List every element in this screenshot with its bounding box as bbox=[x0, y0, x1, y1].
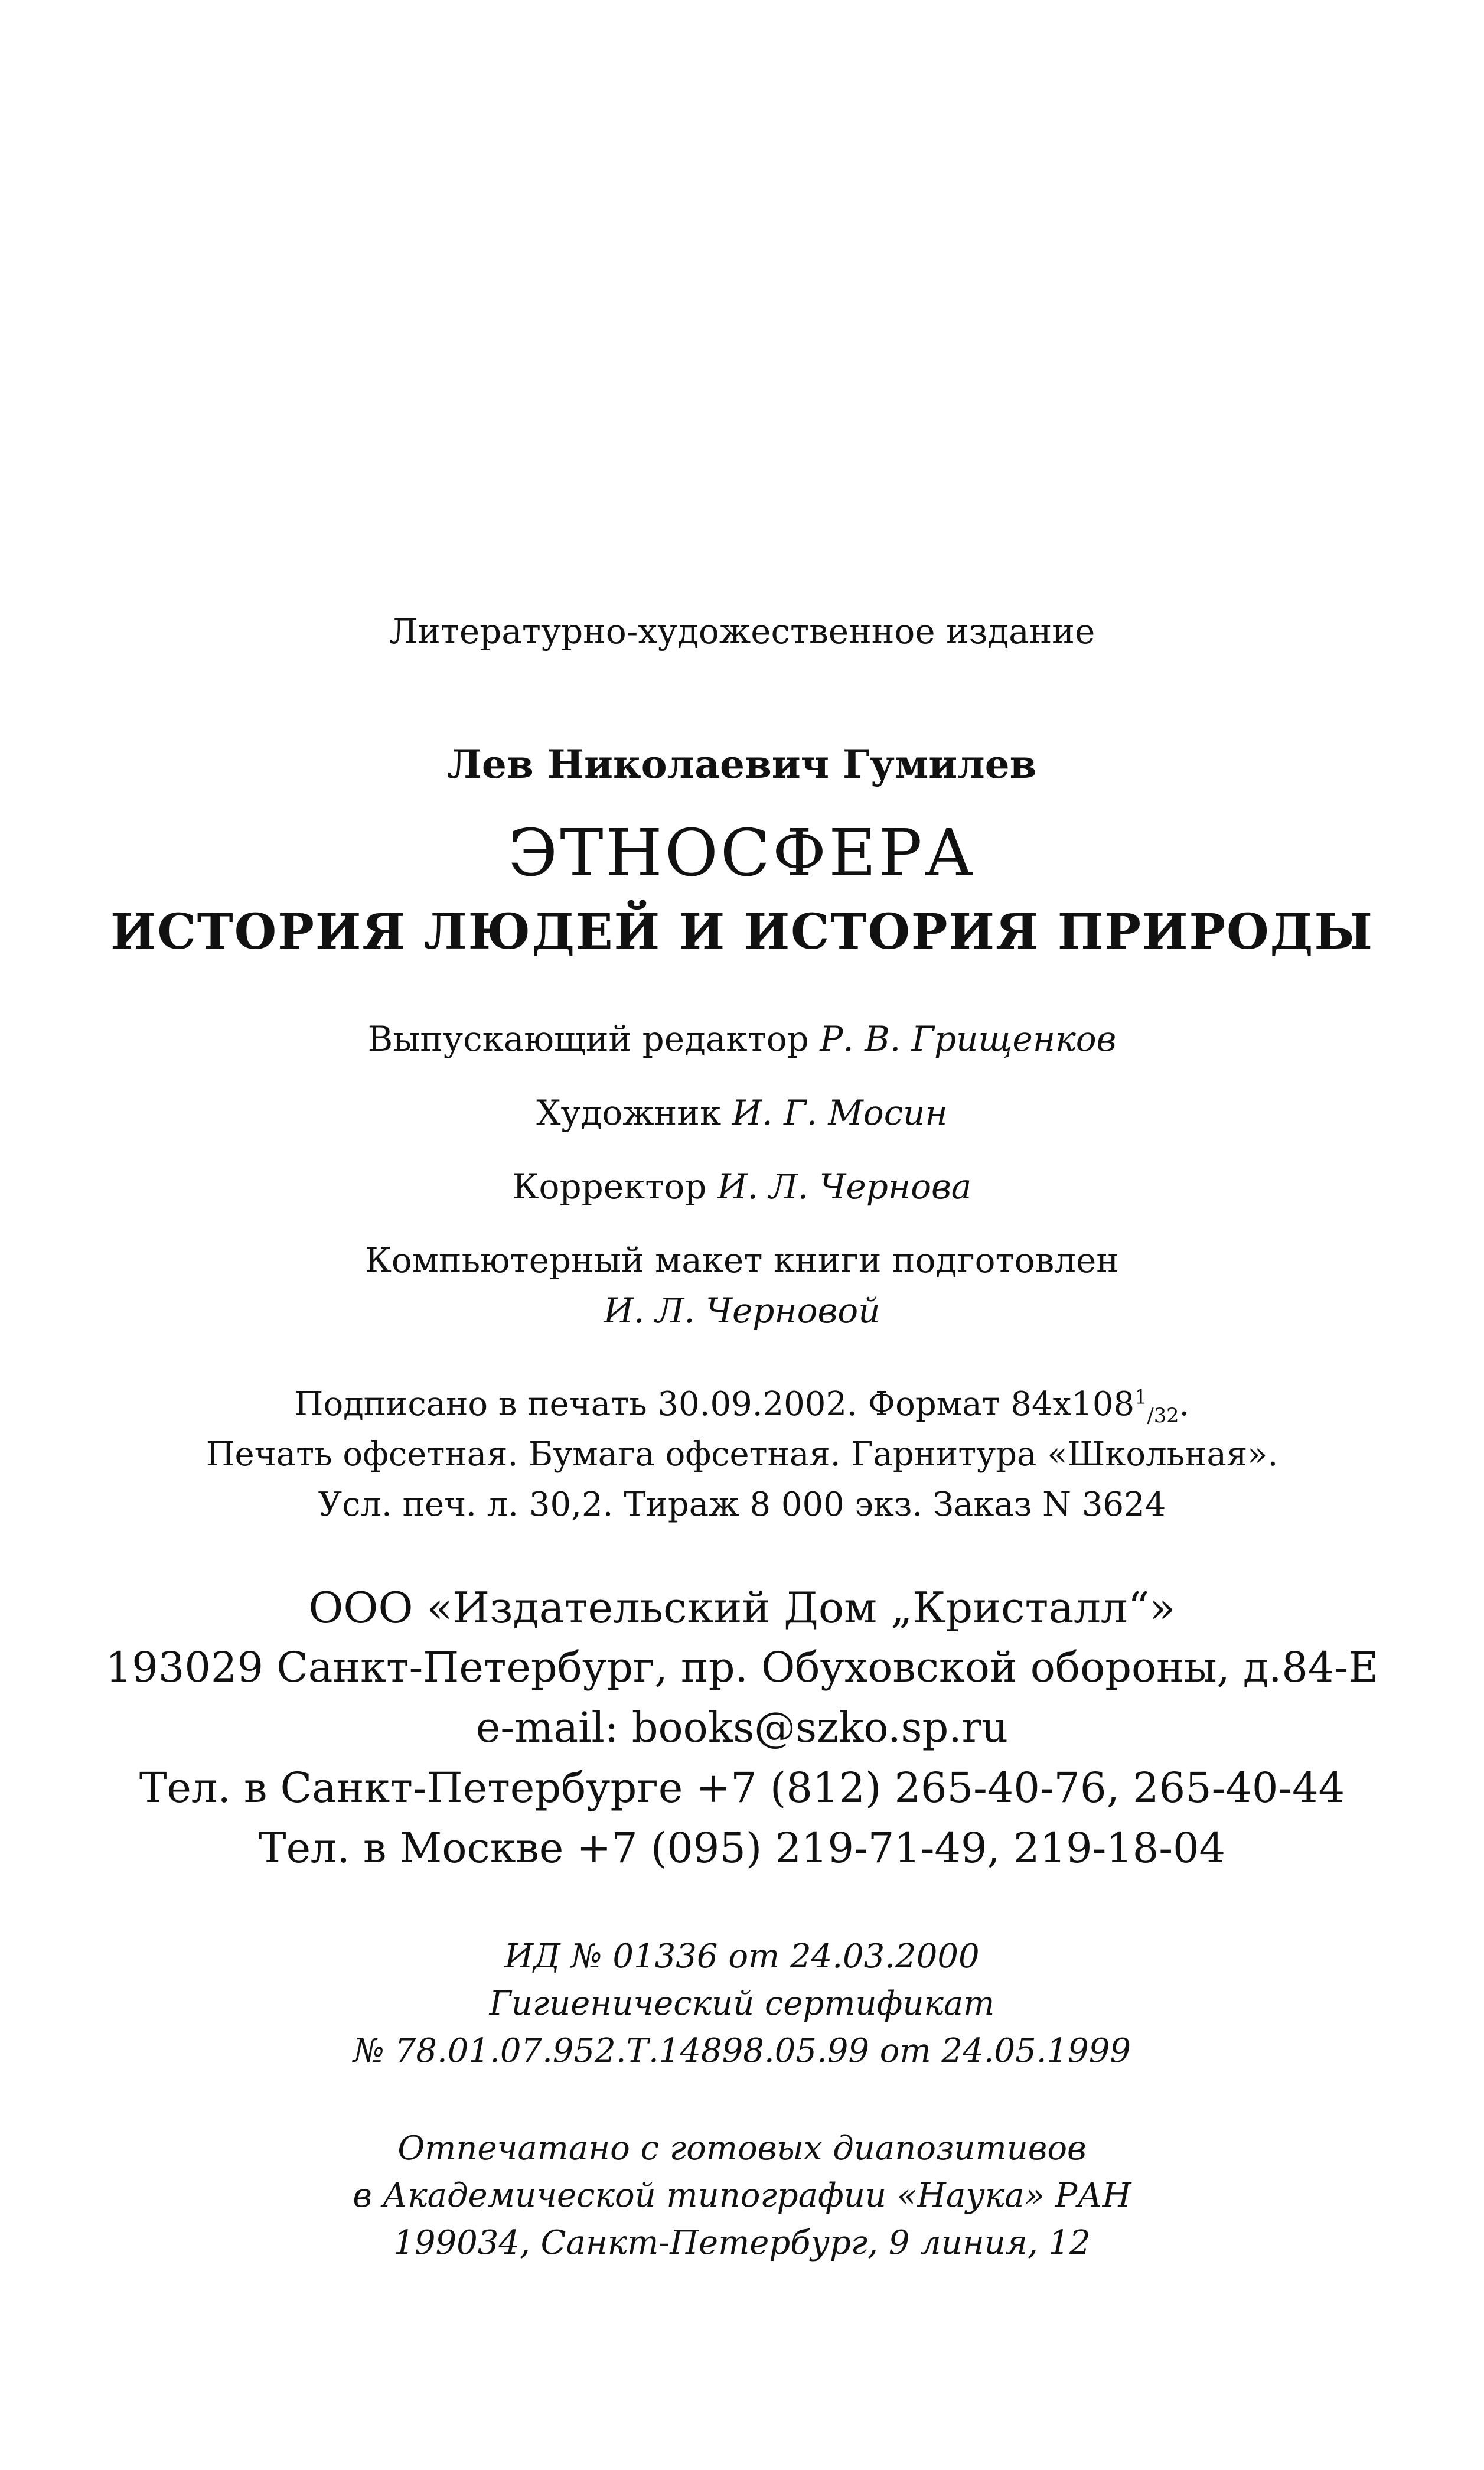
format-denominator: /32 bbox=[1147, 1404, 1179, 1428]
proofreader-name: И. Л. Чернова bbox=[717, 1166, 972, 1207]
artist-name: И. Г. Мосин bbox=[732, 1093, 948, 1133]
format-numerator: 1 bbox=[1134, 1385, 1147, 1409]
proofreader-role: Корректор bbox=[512, 1166, 707, 1207]
print-info-line3: Усл. печ. л. 30,2. Тираж 8 000 экз. Заказ N 3624 bbox=[318, 1485, 1166, 1524]
print-info-text: Подписано в печать 30.09.2002. Формат 84x108 bbox=[294, 1385, 1135, 1423]
book-title: ЭТНОСФЕРА bbox=[508, 815, 976, 891]
book-subtitle: ИСТОРИЯ ЛЮДЕЙ И ИСТОРИЯ ПРИРОДЫ bbox=[110, 904, 1374, 960]
hygiene-cert-number: № 78.01.07.952.Т.14898.05.99 от 24.05.1999 bbox=[353, 2032, 1131, 2070]
printer-line3: 199034, Санкт-Петербург, 9 линия, 12 bbox=[393, 2224, 1091, 2262]
publisher-phone-msk: Тел. в Москве +7 (095) 219-71-49, 219-18-04 bbox=[258, 1824, 1226, 1872]
print-info-line1 bbox=[0, 1385, 1484, 1427]
publisher-address: 193029 Санкт-Петербург, пр. Обуховской обороны, д.84-Е bbox=[105, 1643, 1379, 1692]
printer-line2: в Академической типографии «Наука» РАН bbox=[353, 2176, 1131, 2215]
layout-credit-name: И. Л. Черновой bbox=[604, 1291, 880, 1331]
author-name: Лев Николаевич Гумилев bbox=[447, 741, 1037, 787]
publisher-name: ООО «Издательский Дом „Кристалл“» bbox=[308, 1583, 1176, 1632]
edition-type: Литературно-художественное издание bbox=[389, 611, 1095, 651]
artist-role: Художник bbox=[536, 1093, 722, 1133]
hygiene-cert-label: Гигиенический сертификат bbox=[489, 1985, 995, 2023]
editor-name: Р. В. Грищенков bbox=[820, 1019, 1117, 1059]
print-info-line2: Печать офсетная. Бумага офсетная. Гарнитура «Школьная». bbox=[206, 1435, 1278, 1474]
publisher-email: e-mail: books@szko.sp.ru bbox=[475, 1703, 1009, 1752]
artist-credit bbox=[0, 1093, 1484, 1133]
proofreader-credit bbox=[0, 1166, 1484, 1207]
layout-credit-role: Компьютерный макет книги подготовлен bbox=[364, 1240, 1120, 1280]
publisher-phone-spb: Тел. в Санкт-Петербурге +7 (812) 265-40-76, 265-40-44 bbox=[139, 1764, 1345, 1812]
license-id: ИД № 01336 от 24.03.2000 bbox=[504, 1937, 980, 1976]
print-info-end: . bbox=[1179, 1385, 1190, 1423]
editor-credit bbox=[0, 1019, 1484, 1059]
printer-line1: Отпечатано с готовых диапозитивов bbox=[397, 2129, 1087, 2168]
editor-role: Выпускающий редактор bbox=[367, 1019, 809, 1059]
